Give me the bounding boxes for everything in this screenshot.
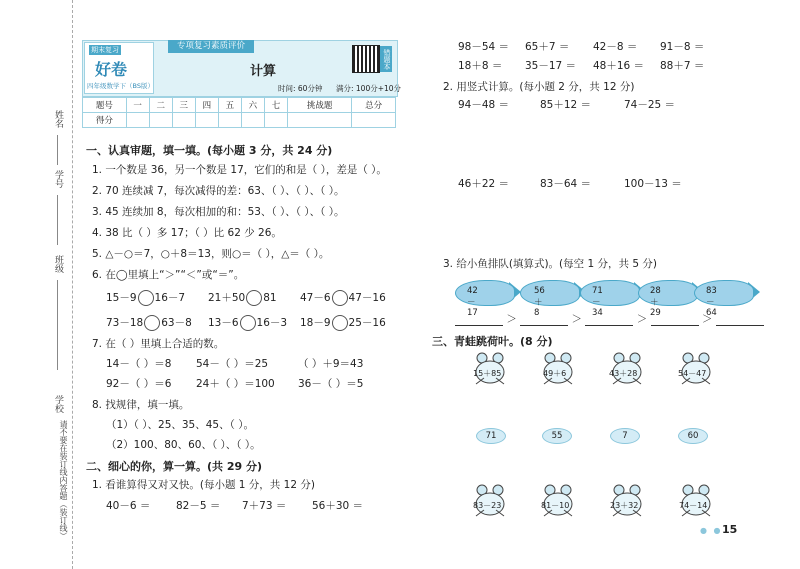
series-tag: 期末复习: [91, 46, 119, 54]
vertical-calc-item: 46＋22 ＝: [458, 178, 510, 190]
compare-right: 81: [263, 292, 277, 304]
fish-label: 71－34: [592, 286, 603, 318]
pattern-2: （2）100、80、60、（ ）、（ ）。: [106, 439, 261, 451]
frog-label: 15＋85: [473, 369, 502, 378]
order-blank[interactable]: [716, 313, 764, 326]
frog-top-1: [470, 350, 510, 390]
vertical-calc-item: 74－25 ＝: [624, 99, 676, 111]
cut-line: [72, 0, 73, 569]
compare-left: 13－6: [208, 317, 239, 329]
page-dots-decoration: ● ●: [700, 526, 723, 535]
score-cell: 二: [149, 98, 172, 113]
order-blank[interactable]: [585, 313, 633, 326]
frog-bottom-3: [607, 482, 647, 522]
score-table-header-row: [83, 98, 396, 113]
fish-body-icon: [455, 280, 515, 306]
score-table: [82, 97, 396, 128]
question-2-2: 2. 用竖式计算。(每小题 2 分，共 12 分): [443, 81, 635, 93]
calc-item: 82－5 ＝: [176, 500, 221, 512]
order-blank[interactable]: [520, 313, 568, 326]
qr-code-icon: [352, 45, 380, 73]
compare-left: 21＋50: [208, 292, 246, 304]
score-input-cell[interactable]: [126, 113, 149, 128]
compare-right: 63－8: [161, 317, 192, 329]
calc-item: 88＋7 ＝: [660, 60, 705, 72]
compare-row-2c: [300, 315, 386, 331]
score-table-score-row: [83, 113, 396, 128]
score-input-cell[interactable]: [149, 113, 172, 128]
score-row-label: 得分: [83, 113, 127, 128]
subtitle-banner: 专项复习素质评价: [168, 40, 254, 53]
score-input-cell[interactable]: [195, 113, 218, 128]
score-input-cell[interactable]: [287, 113, 351, 128]
fish-body-icon: [520, 280, 580, 306]
score-input-cell[interactable]: [172, 113, 195, 128]
gt-sign: ＞: [506, 313, 517, 325]
vertical-calc-item: 83－64 ＝: [540, 178, 592, 190]
compare-row-2: [106, 315, 192, 331]
vertical-calc-item: 94－48 ＝: [458, 99, 510, 111]
compare-circle-input[interactable]: [332, 290, 348, 306]
compare-left: 47－6: [300, 292, 331, 304]
frog-label: 23＋32: [610, 501, 639, 510]
question-2-3: 3. 给小鱼排队(填算式)。(每空 1 分，共 5 分): [443, 258, 657, 270]
score-input-cell[interactable]: [352, 113, 396, 128]
lily-pad: 7: [610, 428, 640, 444]
lily-pad: 71: [476, 428, 506, 444]
calc-item: 18＋8 ＝: [458, 60, 503, 72]
fish-body-icon: [638, 280, 698, 306]
calc-item: 65＋7 ＝: [525, 41, 570, 53]
score-cell: 题号: [83, 98, 127, 113]
question-1-4: 4. 38 比（ ）多 17；（ ）比 62 少 26。: [92, 227, 282, 239]
score-cell: 三: [172, 98, 195, 113]
compare-left: 15－9: [106, 292, 137, 304]
fill-blank: 36－（ ）＝5: [298, 378, 364, 390]
score-input-cell[interactable]: [264, 113, 287, 128]
order-blank[interactable]: [455, 313, 503, 326]
calc-item: 42－8 ＝: [593, 41, 638, 53]
section-2-title: 二、细心的你，算一算。(共 29 分): [86, 460, 263, 473]
score-cell: 七: [264, 98, 287, 113]
compare-right: 16－3: [256, 317, 288, 329]
vertical-calc-item: 100－13 ＝: [624, 178, 682, 190]
question-1-6: 6. 在◯里填上“＞”“＜”或“＝”。: [92, 269, 245, 281]
frog-label: 54－47: [678, 369, 707, 378]
fill-blank: 92－（ ）＝6: [106, 378, 172, 390]
frog-label: 43＋28: [609, 369, 638, 378]
calc-item: 56＋30 ＝: [312, 500, 364, 512]
qr-tag: 错题本: [380, 46, 392, 72]
pattern-1: （1）（ ）、25、35、45、（ ）。: [106, 419, 254, 431]
compare-circle-input[interactable]: [144, 315, 160, 331]
score-cell: 总分: [352, 98, 396, 113]
compare-left: 18－9: [300, 317, 331, 329]
fill-blank: 54－（ ）＝25: [196, 358, 269, 370]
score-input-cell[interactable]: [218, 113, 241, 128]
frog-label: 81－10: [541, 501, 570, 510]
frog-top-4: [676, 350, 716, 390]
calc-item: 91－8 ＝: [660, 41, 705, 53]
fill-blank: 24＋（ ）＝100: [196, 378, 275, 390]
fish-label: 42－17: [467, 286, 478, 318]
binding-margin: [0, 0, 80, 569]
frog-label: 49＋6: [543, 369, 567, 378]
gt-sign: ＞: [571, 313, 583, 325]
name-label: 姓名: [53, 110, 63, 128]
id-label: 学号: [53, 170, 63, 188]
fish-label: 83－64: [706, 286, 717, 318]
section-1-title: 一、认真审题，填一填。(每小题 3 分，共 24 分): [86, 144, 333, 157]
edition-label: 四年级数学下（BS版）: [87, 82, 154, 90]
fish-body-icon: [694, 280, 754, 306]
brand-box: [84, 42, 154, 94]
gt-sign: ＞: [636, 313, 648, 325]
question-1-1: 1. 一个数是 36，另一个数是 17，它们的和是（ ），差是（ ）。: [92, 164, 387, 176]
gt-sign: ＞: [701, 313, 713, 325]
fish-body-icon: [580, 280, 640, 306]
question-1-3: 3. 45 连续加 8，每次相加的和：53、（ ）、（ ）、（ ）。: [92, 206, 345, 218]
fill-blank: 14－（ ）＝8: [106, 358, 172, 370]
calc-item: 7＋73 ＝: [242, 500, 287, 512]
compare-circle-input[interactable]: [138, 290, 154, 306]
frog-top-2: [538, 350, 578, 390]
compare-circle-input[interactable]: [240, 315, 256, 331]
lily-pad: 60: [678, 428, 708, 444]
id-line: [57, 195, 58, 245]
score-cell: 挑战题: [287, 98, 351, 113]
frog-bottom-4: [676, 482, 716, 522]
compare-right: 47－16: [348, 292, 386, 304]
lily-pad: 55: [542, 428, 572, 444]
compare-row-2b: [208, 315, 287, 331]
score-input-cell[interactable]: [241, 113, 264, 128]
score-cell: 一: [126, 98, 149, 113]
compare-row-1c: [300, 290, 386, 306]
order-row: [455, 312, 764, 326]
calc-item: 40－6 ＝: [106, 500, 151, 512]
page-title: 计算: [250, 64, 277, 79]
calc-item: 48＋16 ＝: [593, 60, 645, 72]
frog-label: 74－14: [679, 501, 708, 510]
compare-circle-input[interactable]: [246, 290, 262, 306]
name-line: [57, 135, 58, 165]
question-1-7: 7. 在（ ）里填上合适的数。: [92, 338, 225, 350]
fill-blank: （ ）＋9＝43: [298, 358, 364, 370]
compare-circle-input[interactable]: [332, 315, 348, 331]
question-1-8: 8. 找规律，填一填。: [92, 399, 190, 411]
order-blank[interactable]: [651, 313, 699, 326]
calc-item: 35－17 ＝: [525, 60, 577, 72]
question-1-2: 2. 70 连续减 7，每次减得的差：63、（ ）、（ ）、（ ）。: [92, 185, 345, 197]
compare-left: 73－18: [106, 317, 144, 329]
vertical-calc-item: 85＋12 ＝: [540, 99, 592, 111]
page-number: 15: [722, 523, 738, 536]
time-label: 时间: 60分钟: [278, 84, 323, 93]
compare-row-1: [106, 290, 185, 306]
compare-right: 25－16: [348, 317, 386, 329]
frog-bottom-1: [470, 482, 510, 522]
class-label: 班级: [53, 255, 63, 273]
question-2-1: 1. 看谁算得又对又快。(每小题 1 分，共 12 分): [92, 479, 315, 491]
calc-item: 98－54 ＝: [458, 41, 510, 53]
margin-note: 请不要在装订线内答题（装订线）: [59, 420, 68, 540]
full-score-label: 满分: 100分+10分: [336, 84, 402, 93]
score-cell: 六: [241, 98, 264, 113]
score-cell: 五: [218, 98, 241, 113]
fish-label: 28＋29: [650, 286, 661, 318]
compare-row-1b: [208, 290, 277, 306]
class-line: [57, 280, 58, 370]
school-label: 学校: [53, 395, 63, 413]
fish-label: 56＋8: [534, 286, 545, 318]
frog-label: 83－23: [473, 501, 502, 510]
compare-right: 16－7: [154, 292, 186, 304]
section-3-title: 三、青蛙跳荷叶。(8 分): [432, 335, 553, 348]
question-1-5: 5. △－○＝7，○＋8＝13，则○＝（ ），△＝（ ）。: [92, 248, 330, 260]
frog-bottom-2: [538, 482, 578, 522]
brand-logo: 好卷: [95, 60, 128, 79]
score-cell: 四: [195, 98, 218, 113]
frog-top-3: [607, 350, 647, 390]
